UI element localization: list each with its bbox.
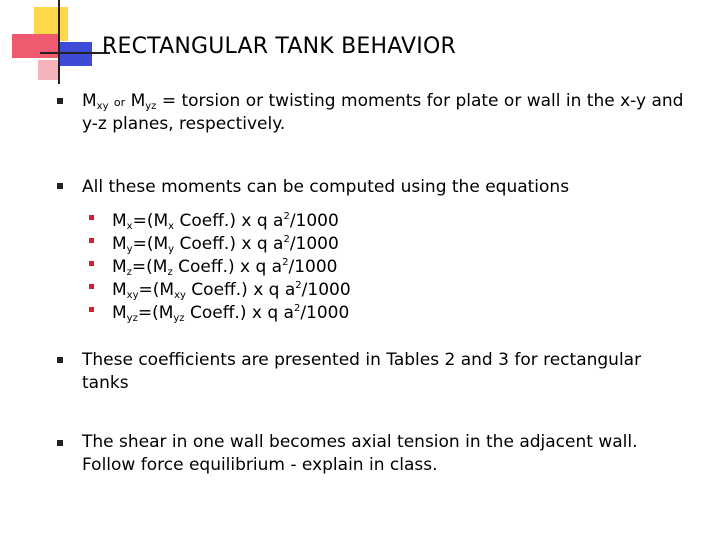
logo-horizontal-line xyxy=(40,52,110,54)
text: /1000 xyxy=(289,234,339,254)
text: M xyxy=(112,257,127,277)
text: M xyxy=(112,303,127,323)
text: M xyxy=(130,91,146,111)
subscript: y xyxy=(126,244,133,255)
text: Coeff.) x q a xyxy=(184,303,294,323)
subscript: x xyxy=(168,221,175,232)
text: or xyxy=(113,96,126,109)
bullet-3-line-2: tanks xyxy=(82,373,129,393)
text: M xyxy=(112,280,127,300)
subscript: z xyxy=(167,267,173,278)
sub-bullet-marker xyxy=(89,307,94,312)
bullet-marker xyxy=(57,183,63,189)
text: =(M xyxy=(132,211,169,231)
superscript: 2 xyxy=(283,234,290,245)
subscript: xy xyxy=(126,290,139,301)
superscript: 2 xyxy=(282,257,289,268)
text: /1000 xyxy=(301,280,351,300)
equation-line xyxy=(112,299,349,329)
subscript: x xyxy=(126,221,133,232)
text: =(M xyxy=(138,280,175,300)
superscript: 2 xyxy=(295,280,302,291)
slide-logo xyxy=(0,0,110,90)
text: Coeff.) x q a xyxy=(185,280,296,300)
bullet-4-line-2: Follow force equilibrium - explain in class. xyxy=(82,455,438,475)
text: M xyxy=(112,234,127,254)
bullet-marker xyxy=(57,357,63,363)
subscript: yz xyxy=(126,313,138,324)
subscript: xy xyxy=(96,101,109,112)
text: =(M xyxy=(132,234,169,254)
superscript: 2 xyxy=(283,211,290,222)
text: Coeff.) x q a xyxy=(172,257,283,277)
text: = torsion or twisting moments for plate or wall in the x-y and xyxy=(156,91,684,111)
text: Coeff.) x q a xyxy=(174,234,284,254)
subscript: yz xyxy=(145,101,157,112)
subscript: yz xyxy=(173,313,185,324)
bullet-marker xyxy=(57,98,63,104)
logo-pink-block xyxy=(38,60,60,80)
text: M xyxy=(112,211,127,231)
subscript: z xyxy=(126,267,132,278)
slide-title: RECTANGULAR TANK BEHAVIOR xyxy=(102,34,457,59)
text: /1000 xyxy=(300,303,350,323)
sub-bullet-marker xyxy=(89,284,94,289)
text: =(M xyxy=(131,257,168,277)
logo-vertical-line xyxy=(58,0,60,84)
bullet-3-line-1: These coefficients are presented in Tables 2 and 3 for rectangular xyxy=(82,350,642,370)
logo-blue-block xyxy=(58,42,92,66)
text: M xyxy=(82,91,97,111)
text: =(M xyxy=(137,303,174,323)
subscript: xy xyxy=(174,290,186,301)
text: Coeff.) x q a xyxy=(174,211,284,231)
bullet-4-line-1: The shear in one wall becomes axial tension in the adjacent wall. xyxy=(82,432,638,452)
text: /1000 xyxy=(289,211,339,231)
logo-red-block xyxy=(12,34,60,58)
subscript: y xyxy=(168,244,175,255)
sub-bullet-marker xyxy=(89,238,94,243)
bullet-2-intro: All these moments can be computed using the equations xyxy=(82,177,570,197)
sub-bullet-marker xyxy=(89,215,94,220)
text: /1000 xyxy=(288,257,338,277)
superscript: 2 xyxy=(293,303,301,314)
bullet-marker xyxy=(57,440,63,446)
bullet-1-line-2: y-z planes, respectively. xyxy=(82,114,286,134)
sub-bullet-marker xyxy=(89,261,94,266)
